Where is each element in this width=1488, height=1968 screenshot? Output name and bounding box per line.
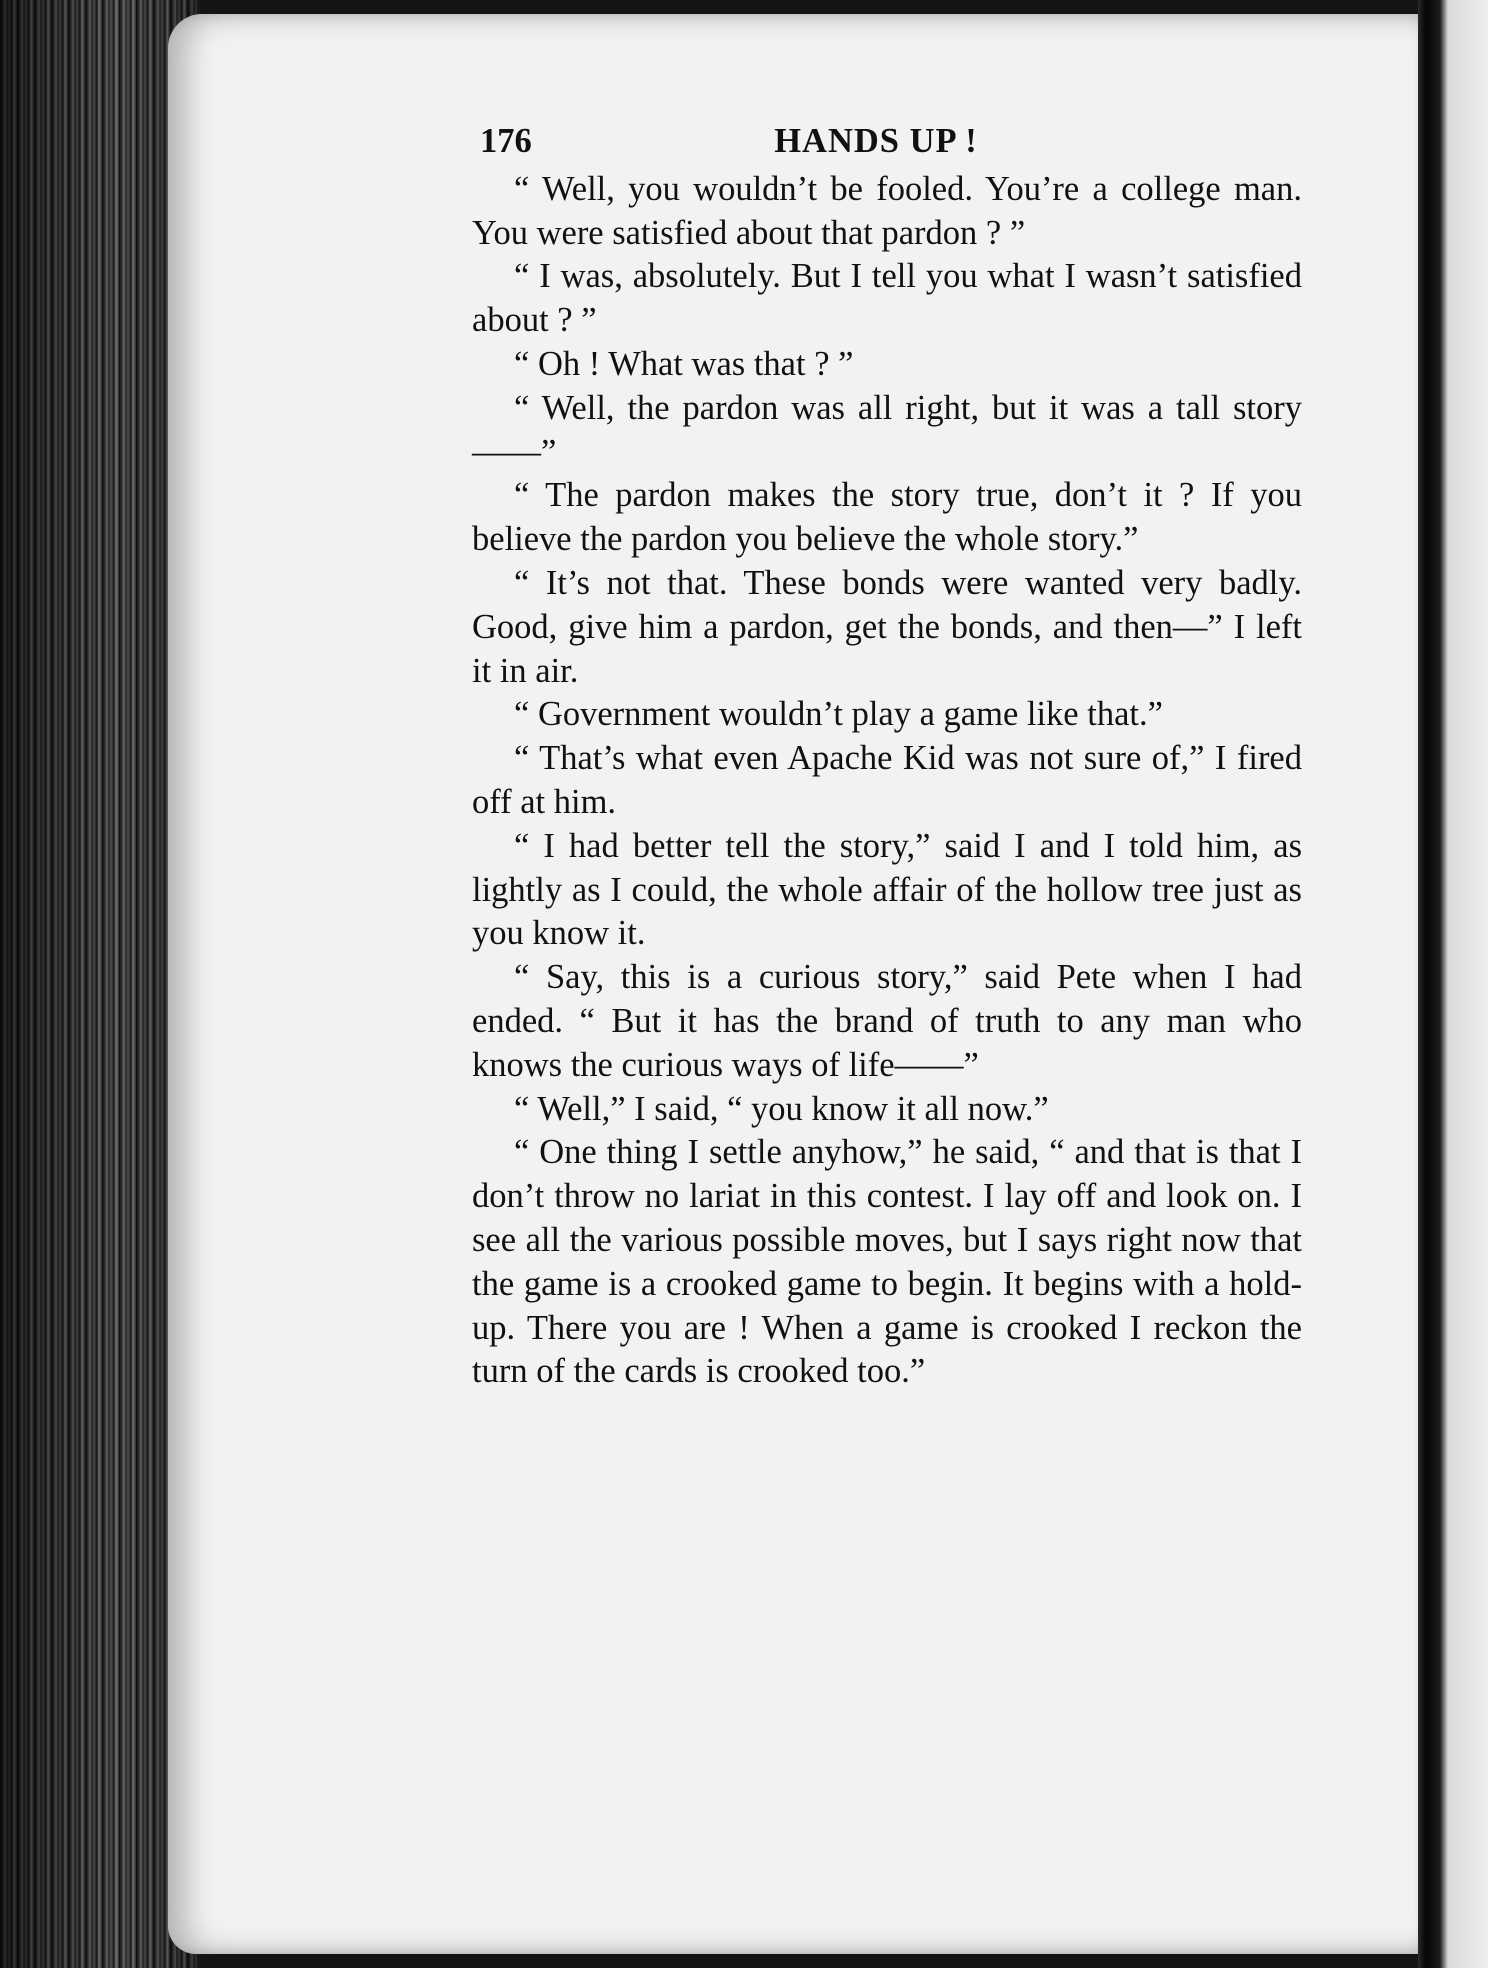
paragraph: “ Say, this is a curious story,” said Pete when I had ended. “ But it has the brand of truth to any man who knows the curious ways of life——” [472,958,1302,1084]
paragraph: “ It’s not that. These bonds were wanted very badly. Good, give him a pardon, get the bonds, and then—” I left it in air. [472,563,1302,690]
page-number: 176 [480,122,532,160]
paragraph: “ Well,” I said, “ you know it all now.” [514,1089,1049,1128]
paragraph: “ One thing I settle anyhow,” he said, “ and that is that I don’t throw no lariat in this contest. I lay off and look on. I see all the various possible moves, but I says right now that the game is a crooked game to begin. It begins with a hold-up. There you are ! When a game is crooked I reckon the turn of the cards is crooked too.” [472,1133,1302,1391]
running-head [480,120,1302,164]
book-gutter [1418,0,1488,1968]
paragraph: “ Government wouldn’t play a game like that.” [514,695,1163,734]
running-title: HANDS UP ! [774,122,978,160]
paragraph: “ That’s what even Apache Kid was not sure of,” I fired off at him. [472,739,1302,821]
page-text-block [472,120,1302,1394]
paragraph: “ Well, the pardon was all right, but it was a tall story——” [472,388,1302,471]
paragraph: “ Well, you wouldn’t be fooled. You’re a college man. You were satisfied about that pardon ? ” [472,169,1302,252]
paragraph: “ I was, absolutely. But I tell you what I wasn’t satisfied about ? ” [472,257,1302,340]
paragraph: “ The pardon makes the story true, don’t it ? If you believe the pardon you believe the whole story.” [472,476,1302,559]
paragraph: “ Oh ! What was that ? ” [514,344,854,383]
paragraph: “ I had better tell the story,” said I and I told him, as lightly as I could, the whole affair of the hollow tree just as you know it. [472,826,1302,953]
